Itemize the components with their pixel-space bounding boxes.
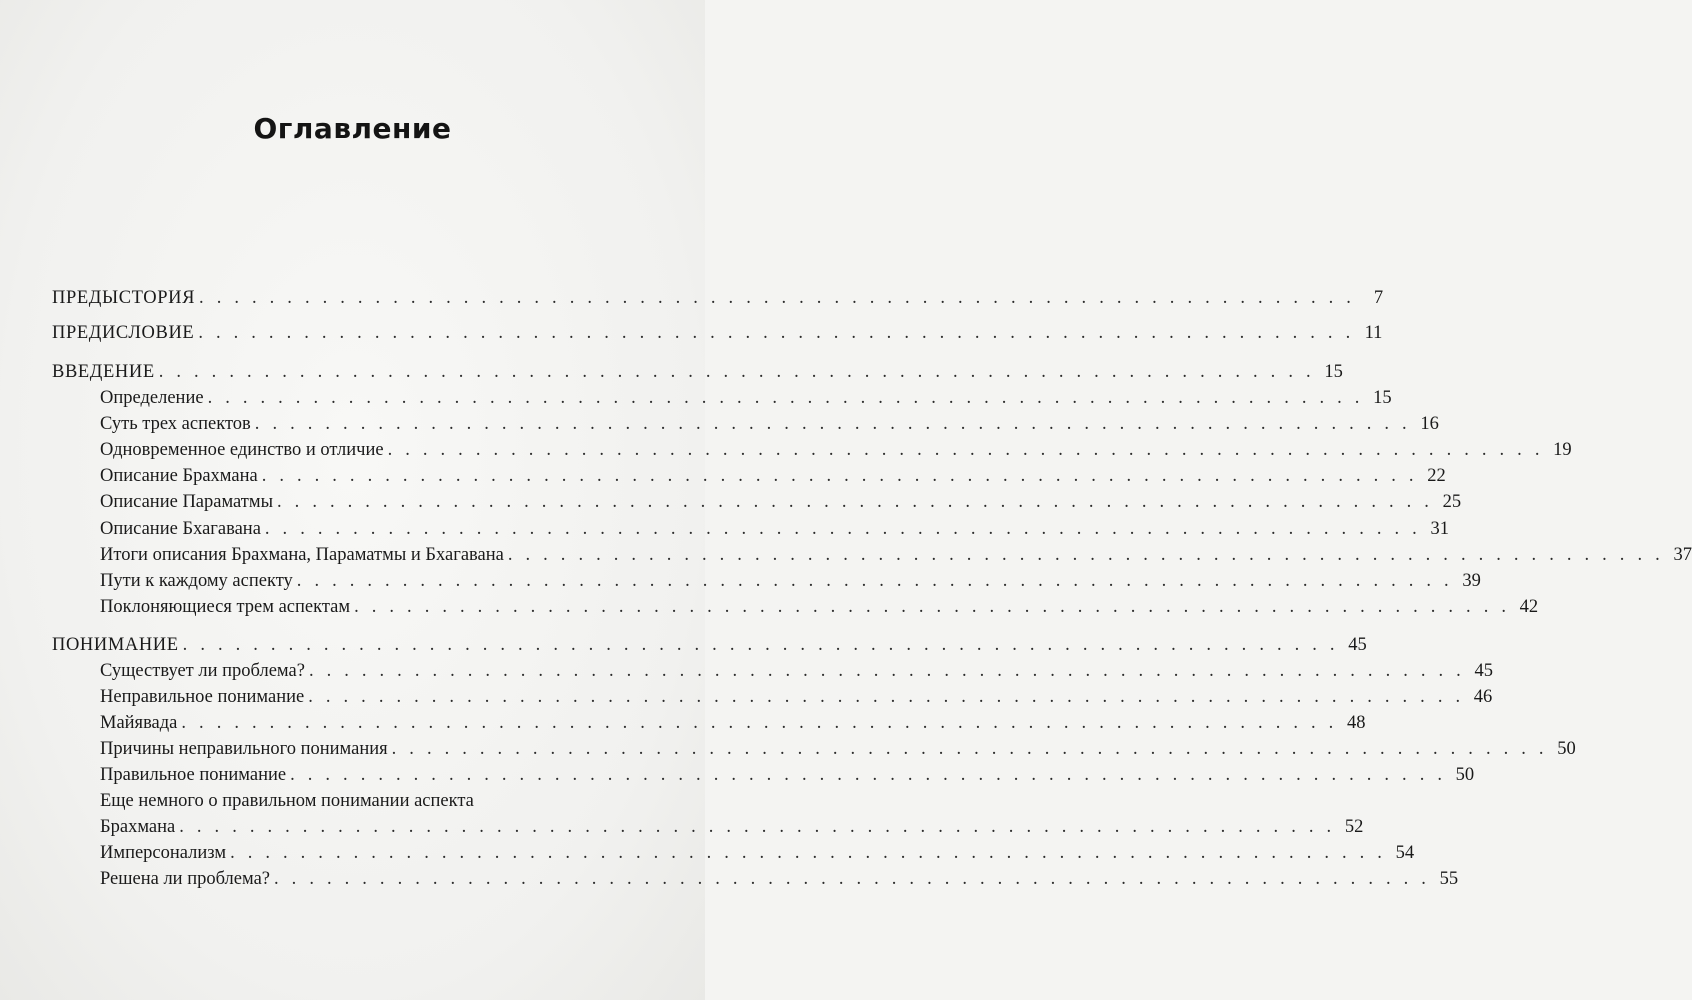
toc-subentry[interactable] [100, 816, 1364, 838]
toc-subentry[interactable] [100, 842, 1415, 864]
toc-subentry[interactable] [100, 570, 1481, 592]
toc-subentry[interactable] [100, 544, 1692, 566]
toc-subentry[interactable] [100, 868, 1459, 890]
toc-entry-label: Решена ли проблема? [100, 869, 271, 889]
toc-subentry[interactable] [100, 686, 1493, 708]
toc-entry-label: Одновременное единство и отличие [100, 440, 384, 460]
toc-page-number: 50 [1557, 739, 1576, 759]
toc-page-number: 46 [1473, 687, 1493, 707]
toc-entry-label: Имперсонализм [100, 843, 227, 863]
toc-entry-label: ПРЕДЫСТОРИЯ [52, 288, 196, 308]
toc-subentry[interactable] [100, 491, 1462, 513]
toc-page-number: 22 [1427, 466, 1446, 486]
dot-leader: . . . . . . . . . . . . . . . . . . . . . . . . . . . . . . . . . . . . . . . . . . . . . . . . . . . . . . . . . . . . . . . . . . [230, 843, 1387, 863]
dot-leader: . . . . . . . . . . . . . . . . . . . . . . . . . . . . . . . . . . . . . . . . . . . . . . . . . . . . . . . . . . . . . . . . . . [387, 440, 1544, 460]
toc-page-number: 31 [1430, 519, 1449, 539]
toc-subentry[interactable] [100, 387, 1392, 409]
toc-entry-label: Пути к каждому аспекту [100, 571, 293, 591]
toc-page-number: 55 [1439, 869, 1459, 889]
toc-entry-label: ВВЕДЕНИЕ [52, 362, 155, 382]
toc-page-number: 48 [1346, 713, 1366, 733]
toc-page-number: 15 [1324, 362, 1343, 382]
dot-leader: . . . . . . . . . . . . . . . . . . . . . . . . . . . . . . . . . . . . . . . . . . . . . . . . . . . . . . . . . . . . . . . . . . [308, 661, 1466, 681]
toc-page-number: 15 [1373, 388, 1392, 408]
dot-leader: . . . . . . . . . . . . . . . . . . . . . . . . . . . . . . . . . . . . . . . . . . . . . . . . . . . . . . . . . . . . . . . . . . [254, 414, 1411, 434]
toc-subentry[interactable] [100, 518, 1449, 540]
toc-entry-label: Описание Брахмана [100, 466, 258, 486]
dot-leader: . . . . . . . . . . . . . . . . . . . . . . . . . . . . . . . . . . . . . . . . . . . . . . . . . . . . . . . . . . . . . . . . . . [207, 388, 1364, 408]
toc-entry-label: Брахмана [100, 817, 176, 837]
dot-leader: . . . . . . . . . . . . . . . . . . . . . . . . . . . . . . . . . . . . . . . . . . . . . . . . . . . . . . . . . . . . . . . . . . [182, 635, 1339, 655]
toc-page-number: 45 [1474, 661, 1494, 681]
dot-leader: . . . . . . . . . . . . . . . . . . . . . . . . . . . . . . . . . . . . . . . . . . . . . . . . . . . . . . . . . . . . . . . . . . [181, 713, 1338, 733]
toc-page-number: 52 [1344, 817, 1364, 837]
toc-entry-label: Итоги описания Брахмана, Параматмы и Бхагавана [100, 545, 504, 565]
toc-entry-label: Суть трех аспектов [100, 414, 251, 434]
toc-entry-label: Майявада [100, 713, 178, 733]
dot-leader: . . . . . . . . . . . . . . . . . . . . . . . . . . . . . . . . . . . . . . . . . . . . . . . . . . . . . . . . . . . . . . . . . . [264, 519, 1421, 539]
toc-entry-label: Неправильное понимание [100, 687, 305, 707]
dot-leader: . . . . . . . . . . . . . . . . . . . . . . . . . . . . . . . . . . . . . . . . . . . . . . . . . . . . . . . . . . . . . . . . . . [158, 362, 1315, 382]
dot-leader: . . . . . . . . . . . . . . . . . . . . . . . . . . . . . . . . . . . . . . . . . . . . . . . . . . . . . . . . . . . . . . . . . . [391, 739, 1548, 759]
toc-entry-label: Определение [100, 388, 204, 408]
toc-entry-preface[interactable] [52, 322, 1383, 344]
toc-entry-label: ПОНИМАНИЕ [52, 635, 179, 655]
toc-entry-label: Описание Параматмы [100, 492, 274, 512]
dot-leader: . . . . . . . . . . . . . . . . . . . . . . . . . . . . . . . . . . . . . . . . . . . . . . . . . . . . . . . . . . . . . . . . . . [296, 571, 1453, 591]
toc-subentry[interactable] [100, 465, 1446, 487]
toc-page-number: 54 [1395, 843, 1415, 863]
toc-page-number: 7 [1373, 288, 1384, 308]
toc-page-number: 11 [1364, 323, 1383, 343]
dot-leader: . . . . . . . . . . . . . . . . . . . . . . . . . . . . . . . . . . . . . . . . . . . . . . . . . . . . . . . . . . . . . . . . . . [198, 323, 1355, 343]
dot-leader: . . . . . . . . . . . . . . . . . . . . . . . . . . . . . . . . . . . . . . . . . . . . . . . . . . . . . . . . . . . . . . . . . . [507, 545, 1664, 565]
toc-subentry-first-line: Еще немного о правильном понимании аспекта [100, 791, 474, 811]
dot-leader: . . . . . . . . . . . . . . . . . . . . . . . . . . . . . . . . . . . . . . . . . . . . . . . . . . . . . . . . . . . . . . . . . . [354, 597, 1511, 617]
toc-entry-label: Описание Бхагавана [100, 519, 261, 539]
toc-page-number: 50 [1455, 765, 1475, 785]
toc-entry-understanding[interactable] [52, 634, 1367, 656]
dot-leader: . . . . . . . . . . . . . . . . . . . . . . . . . . . . . . . . . . . . . . . . . . . . . . . . . . . . . . . . . . . . . . . . . . [261, 466, 1418, 486]
dot-leader: . . . . . . . . . . . . . . . . . . . . . . . . . . . . . . . . . . . . . . . . . . . . . . . . . . . . . . . . . . . . . . . . . . [199, 288, 1356, 308]
toc-page-number: 39 [1462, 571, 1481, 591]
toc-page-number: 37 [1673, 545, 1692, 565]
dot-leader: . . . . . . . . . . . . . . . . . . . . . . . . . . . . . . . . . . . . . . . . . . . . . . . . . . . . . . . . . . . . . . . . . . [277, 492, 1434, 512]
toc-entry-label: Причины неправильного понимания [100, 739, 388, 759]
toc-subentry[interactable] [100, 764, 1475, 786]
toc-subentry[interactable] [100, 413, 1439, 435]
dot-leader: . . . . . . . . . . . . . . . . . . . . . . . . . . . . . . . . . . . . . . . . . . . . . . . . . . . . . . . . . . . . . . . . . . [290, 765, 1447, 785]
toc-subentry[interactable] [100, 738, 1576, 760]
toc-page-number: 19 [1553, 440, 1572, 460]
toc-page-number: 42 [1519, 597, 1539, 617]
toc-subentry[interactable] [100, 712, 1366, 734]
toc-subentry[interactable] [100, 596, 1539, 618]
toc-entry-label: Существует ли проблема? [100, 661, 305, 681]
page-title: Оглавление [253, 112, 452, 145]
dot-leader: . . . . . . . . . . . . . . . . . . . . . . . . . . . . . . . . . . . . . . . . . . . . . . . . . . . . . . . . . . . . . . . . . . [308, 687, 1465, 707]
toc-subentry[interactable] [100, 439, 1572, 461]
toc-entry-label: ПРЕДИСЛОВИЕ [52, 323, 195, 343]
dot-leader: . . . . . . . . . . . . . . . . . . . . . . . . . . . . . . . . . . . . . . . . . . . . . . . . . . . . . . . . . . . . . . . . . . [179, 817, 1336, 837]
toc-entry-label: Правильное понимание [100, 765, 287, 785]
toc-entry-introduction[interactable] [52, 361, 1343, 383]
toc-subentry[interactable] [100, 660, 1494, 682]
dot-leader: . . . . . . . . . . . . . . . . . . . . . . . . . . . . . . . . . . . . . . . . . . . . . . . . . . . . . . . . . . . . . . . . . . [274, 869, 1431, 889]
toc-page-number: 45 [1348, 635, 1367, 655]
toc-entry-label: Поклоняющиеся трем аспектам [100, 597, 351, 617]
toc-entry-prehistory[interactable] [52, 287, 1384, 309]
toc-page-number: 16 [1420, 414, 1439, 434]
toc-page-number: 25 [1442, 492, 1462, 512]
